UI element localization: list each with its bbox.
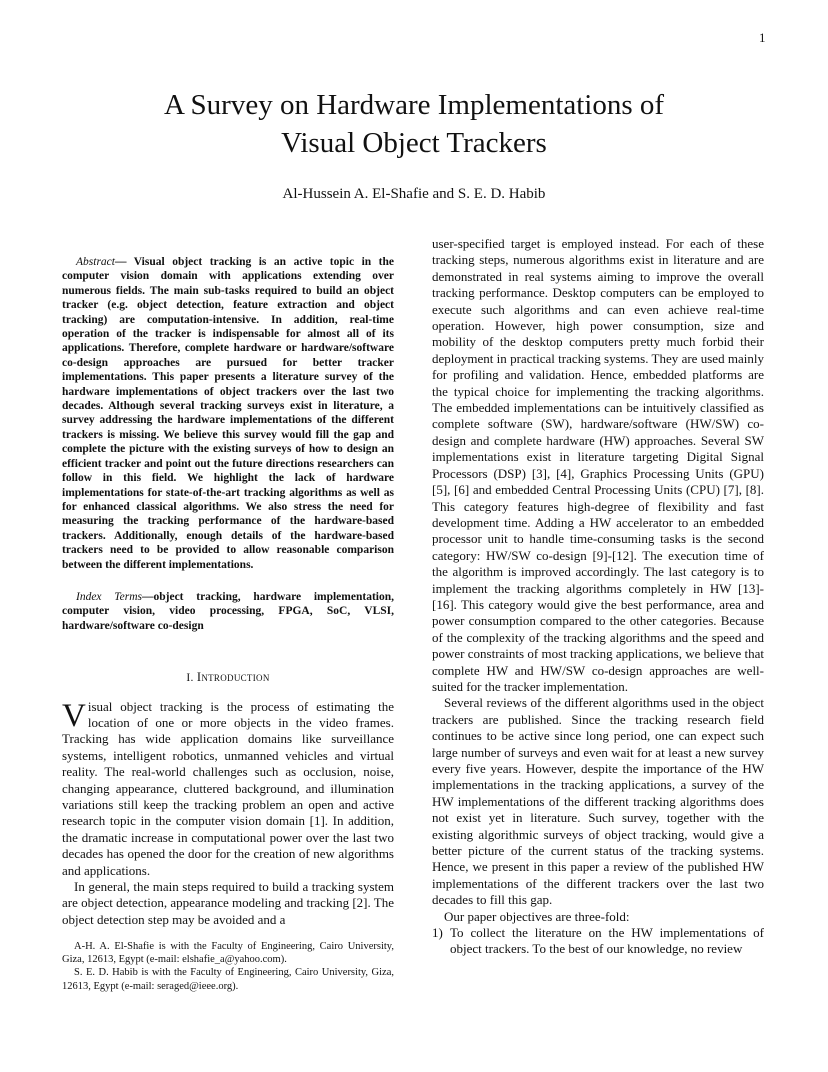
index-terms-text: object tracking, hardware implementation, computer vision, video processing, FPGA, SoC, VLSI, hardware/software co-design [62, 590, 394, 632]
left-column [62, 238, 394, 928]
objective-item-1 [432, 925, 764, 958]
abstract-dash: — [114, 256, 134, 268]
abstract [62, 255, 394, 572]
intro-paragraph-1-text: isual object tracking is the process of estimating the location of one or more objects in the video frames. Tracking has wide application domains like surveillance systems, intelligent robotics, unmanned vehicles and virtual reality. The real-world challenges such as occlusion, noise, changing appearance, cluttered background, and illumination variations still keep the tracking problem an open and active research topic in the computer vision domain [1]. In addition, the dramatic increase in computational power over the last two decades has opened the door for the creation of new algorithms and applications. [62, 698, 394, 878]
footnotes [62, 940, 394, 993]
authors: Al-Hussein A. El-Shafie and S. E. D. Habib [282, 186, 546, 202]
paper-title [0, 86, 828, 162]
right-paragraph-2: Several reviews of the different algorithms used in the object trackers are published. Since the tracking research field continues to be active since long period, one can expect such large number of surveys and even wait for at least a new survey every five years. However, despite the importance of the HW implementations in the tracking applications, a survey of the HW implementations of the different tracking algorithms does not exist yet in literature. Such survey, together with the existing algorithmic surveys of object tracking, would give a better picture of the current status of the tracking systems. Hence, we present in this paper a review of the published HW implementations of the different trackers over the last two decades to fill this gap. [432, 695, 764, 908]
objective-number: 1) [432, 925, 443, 941]
section-numeral: I. [186, 672, 197, 685]
page-number: 1 [759, 30, 766, 45]
index-terms-lead: Index Terms [76, 590, 142, 603]
intro-paragraph-1 [62, 699, 394, 879]
section-name: Introduction [196, 670, 270, 685]
index-terms [62, 590, 394, 633]
objectives-intro: Our paper objectives are three-fold: [444, 908, 630, 924]
right-column [432, 236, 764, 958]
drop-cap: V [62, 697, 86, 734]
paper-title-line-1: A Survey on Hardware Implementations of [163, 89, 665, 121]
paper-title-line-2: Visual Object Trackers [281, 127, 547, 159]
right-paragraph-1: user-specified target is employed instead. For each of these tracking steps, numerous algorithms exist in literature and are demonstrated in real systems aiming to improve the overall tracking performance. Desktop computers can be employed to execute such algorithms and can even achieve real-time operation. However, high power consumption, size and mobility of the desktop computers pretty much forbid their deployment in practical tracking systems. They are used mainly for profiling and validation. Hence, embedded platforms are the typical choice for implementing the tracking algorithms. The embedded implementations can be intuitively classified as complete software (SW), hardware/software (HW/SW) co-design and complete hardware (HW) approaches. Several SW implementations exist in literature targeting Digital Signal Processors (DSP) [3], [4], Graphics Processing Units (GPU) [5], [6] and embedded Central Processing Units (CPU) [7], [8]. This category features high-degree of flexibility and fast development time. Adding a HW accelerator to an embedded processor unit to handle time-consuming tasks is the second category: HW/SW co-design [9]-[12]. The execution time of the algorithm is improved accordingly. The last category is to implement the tracking algorithms completely in HW [13]-[16]. This category would give the best performance, area and power consumption compared to the other categories. Because of the complexity of the tracking algorithms and the speed and power constraints of most tracking applications, we believe that complete HW and HW/SW co-design approaches are well-suited for the tracker implementation. [432, 236, 764, 694]
abstract-lead: Abstract [76, 256, 115, 268]
abstract-text: Visual object tracking is an active topic in the computer vision domain with applications extending over numerous fields. The main sub-tasks required to build an object tracker (e.g. object detection, feature extraction and object tracking) are computation-intensive. In addition, real-time operation of the tracker is indispensable for almost all of its applications. Therefore, complete hardware or hardware/software co-design approaches are pursued for better tracker implementations. This paper presents a literature survey of the hardware implementations of object trackers over the last two decades. Although several tracking surveys exist in literature, a survey addressing the hardware implementations of the different trackers is missing. We believe this survey would fill the gap and complete the picture with the existing surveys of how to design an efficient tracker and point out the future directions researchers can follow in this field. We highlight the lack of hardware implementations for state-of-the-art tracking algorithms as well as for enhanced classical algorithms. We also stress the need for measuring the tracking performance of the hardware-based trackers. Additionally, enough details of the hardware-based trackers need to be provided to allow reasonable comparison between the different implementations. [62, 256, 395, 571]
section-heading-introduction [62, 669, 394, 686]
intro-paragraph-2: In general, the main steps required to build a tracking system are object detection, appearance modeling and tracking [2]. The object detection step may be avoided and a [62, 879, 394, 927]
footnote-author-2: S. E. D. Habib is with the Faculty of Engineering, Cairo University, Giza, 12613, Egypt (e-mail: seraged@ieee.org). [62, 967, 394, 992]
objective-text: To collect the literature on the HW implementations of object trackers. To the best of our knowledge, no review [450, 925, 764, 957]
index-terms-dash: — [141, 590, 154, 603]
footnote-author-1: A-H. A. El-Shafie is with the Faculty of Engineering, Cairo University, Giza, 12613, Egypt (e-mail: elshafie_a@yahoo.com). [62, 941, 394, 966]
